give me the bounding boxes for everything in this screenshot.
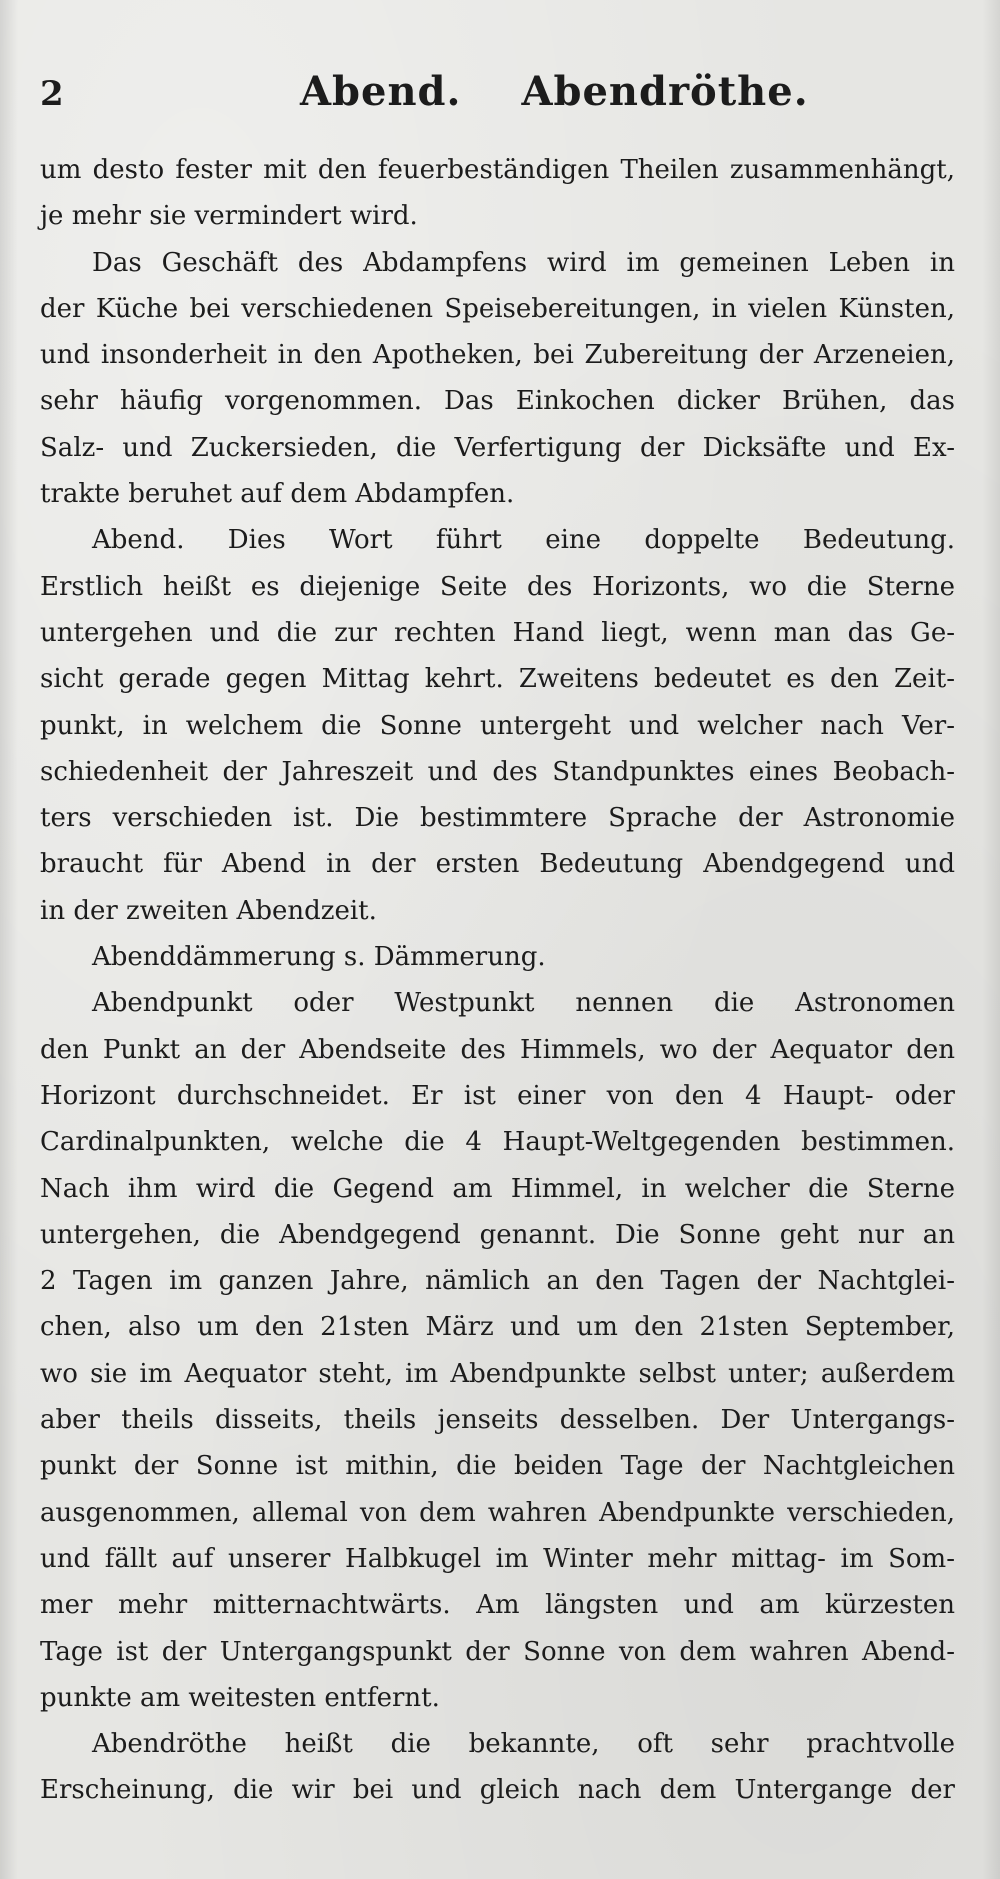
- text-line: Abendpunkt oder Westpunkt nennen die Astronomen: [40, 988, 955, 1019]
- text-line: ausgenommen, allemal von dem wahren Abendpunkte verschieden,: [40, 1497, 955, 1528]
- text-line: chen, also um den 21sten März und um den 21sten September,: [40, 1312, 955, 1343]
- text-line: braucht für Abend in der ersten Bedeutung Abendgegend und: [40, 849, 955, 880]
- text-line: Cardinalpunkten, welche die 4 Haupt-Weltgegenden bestimmen.: [40, 1127, 955, 1158]
- text-line: punkt, in welchem die Sonne untergeht und welcher nach Ver-: [40, 710, 955, 741]
- text-line: in der zweiten Abendzeit.: [40, 895, 377, 926]
- text-line: und fällt auf unserer Halbkugel im Winter mehr mittag- im Som-: [40, 1543, 955, 1574]
- running-head-left: Abend.: [300, 68, 462, 115]
- text-line: je mehr sie vermindert wird.: [40, 201, 418, 232]
- text-line: schiedenheit der Jahreszeit und des Standpunktes eines Beobach-: [40, 756, 955, 787]
- body-text: [40, 147, 955, 1814]
- text-line: wo sie im Aequator steht, im Abendpunkte selbst unter; außerdem: [40, 1358, 955, 1389]
- text-line: Abenddämmerung s. Dämmerung.: [40, 942, 546, 973]
- text-line: punkte am weitesten entfernt.: [40, 1682, 440, 1713]
- text-line: trakte beruhet auf dem Abdampfen.: [40, 479, 515, 510]
- text-line: punkt der Sonne ist mithin, die beiden Tage der Nachtgleichen: [40, 1451, 955, 1482]
- running-head-right: Abendröthe.: [521, 68, 809, 115]
- text-line: Nach ihm wird die Gegend am Himmel, in welcher die Sterne: [40, 1173, 955, 1204]
- text-line: mer mehr mitternachtwärts. Am längsten und am kürzesten: [40, 1590, 955, 1621]
- page-header: [40, 68, 960, 128]
- text-line: Salz- und Zuckersieden, die Verfertigung der Dicksäfte und Ex-: [40, 432, 955, 463]
- text-line: um desto fester mit den feuerbeständigen Theilen zusammenhängt,: [40, 155, 955, 185]
- page-shadow-left: [0, 0, 18, 1879]
- text-line: 2 Tagen im ganzen Jahre, nämlich an den Tagen der Nachtglei-: [40, 1266, 955, 1297]
- text-line: sehr häufig vorgenommen. Das Einkochen dicker Brühen, das: [40, 386, 955, 417]
- text-line: ters verschieden ist. Die bestimmtere Sprache der Astronomie: [40, 803, 955, 834]
- text-line: Horizont durchschneidet. Er ist einer von den 4 Haupt- oder: [40, 1080, 955, 1111]
- text-line: den Punkt an der Abendseite des Himmels, wo der Aequator den: [40, 1034, 955, 1065]
- page-shadow-right: [982, 0, 1000, 1879]
- text-line: Abend. Dies Wort führt eine doppelte Bedeutung.: [40, 525, 955, 556]
- running-head: [300, 68, 809, 115]
- text-line: Das Geschäft des Abdampfens wird im gemeinen Leben in: [40, 247, 955, 278]
- text-line: sicht gerade gegen Mittag kehrt. Zweitens bedeutet es den Zeit-: [40, 664, 955, 695]
- text-line: der Küche bei verschiedenen Speisebereitungen, in vielen Künsten,: [40, 293, 955, 324]
- text-line: Erstlich heißt es diejenige Seite des Horizonts, wo die Sterne: [40, 571, 955, 602]
- page-number: 2: [40, 74, 64, 114]
- text-line: und insonderheit in den Apotheken, bei Zubereitung der Arzeneien,: [40, 340, 955, 371]
- text-line: Tage ist der Untergangspunkt der Sonne von dem wahren Abend-: [40, 1636, 955, 1667]
- text-line: untergehen und die zur rechten Hand liegt, wenn man das Ge-: [40, 617, 955, 648]
- text-line: Erscheinung, die wir bei und gleich nach dem Untergange der: [40, 1775, 955, 1806]
- text-line: untergehen, die Abendgegend genannt. Die Sonne geht nur an: [40, 1219, 955, 1250]
- text-line: aber theils disseits, theils jenseits desselben. Der Untergangs-: [40, 1405, 955, 1436]
- text-line: Abendröthe heißt die bekannte, oft sehr prachtvolle: [40, 1729, 955, 1760]
